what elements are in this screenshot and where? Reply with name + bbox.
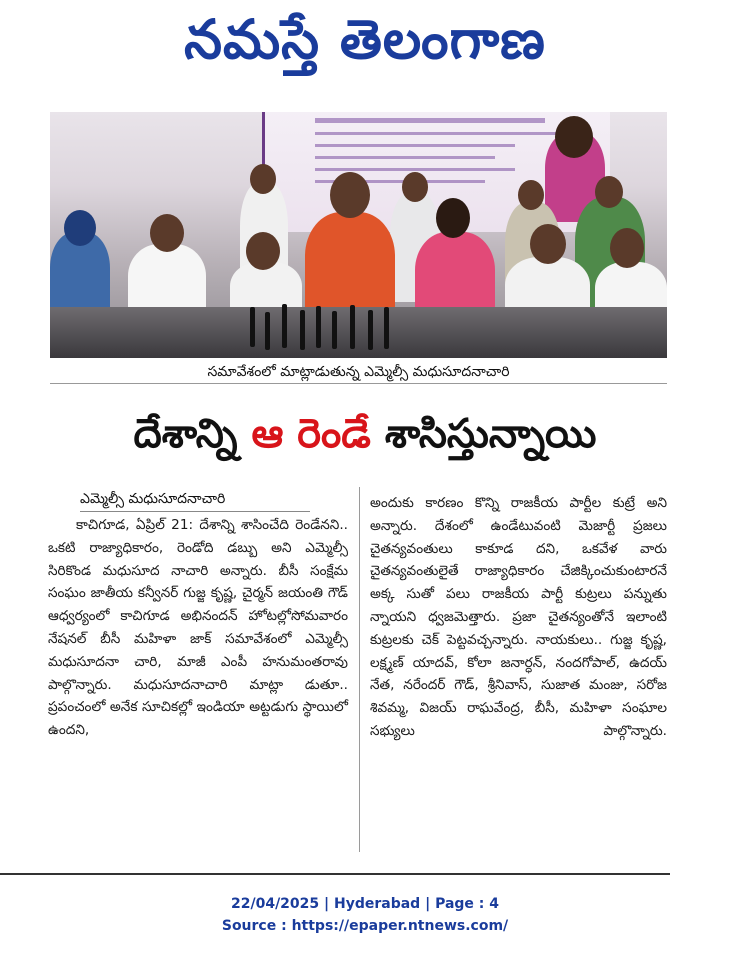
article-headline	[40, 404, 690, 464]
headline-part-2: శాసిస్తున్నాయి	[370, 411, 597, 457]
headline-highlight: ఆ రెండే	[251, 411, 371, 457]
article-right-text: అందుకు కారణం కొన్ని రాజకీయ పార్టీల కుట్రే అని అన్నారు. దేశంలో ఉండేటువంటి మెజార్టీ ప్రజలు చైతన్యవంతులు కాకూడ దని, ఒకవేళ వారు చైతన్యవంతులైతే రాజ్యాధికారం చేజిక్కించుకుంటారనే అక్క సుతో పలు రాజకీయ పార్టీ కుట్రలు పన్నుతు న్నాయని ధ్వజమెత్తారు. ప్రజా చైతన్యంతోనే ఇలాంటి కుట్రలకు చెక్ పెట్టవచ్చన్నారు. నాయకులు.. గుజ్జ కృష్ణ, లక్ష్మణ్ యాదవ్, కోలా జనార్ధన్, నందగోపాల్, ఉదయ్ నేత, నరేందర్ గౌడ్, శ్రీనివాస్, సుజాత మంజు, సరోజ శివమ్మ, విజయ్ రాఘవేంద్ర, బీసీ, మహిళా సంఘాల సభ్యులు పాల్గొన్నారు.	[370, 495, 667, 739]
footer-source	[0, 915, 730, 937]
caption-rule	[50, 383, 667, 384]
page-footer	[0, 893, 730, 937]
news-photo	[50, 112, 667, 358]
article-column-right	[370, 492, 667, 743]
source-label: Source :	[221, 918, 292, 934]
article-byline: ఎమ్మెల్సీ మధుసూదనాచారి	[80, 487, 310, 512]
photo-caption: సమావేశంలో మాట్లాడుతున్న ఎమ్మెల్సీ మధుసూదనాచారి	[207, 364, 510, 380]
headline-part-1: దేశాన్ని	[133, 411, 252, 457]
source-link[interactable]: https://epaper.ntnews.com/	[291, 918, 509, 934]
press-table	[50, 307, 667, 358]
footer-rule	[0, 873, 670, 875]
article-left-text: కాచిగూడ, ఏప్రిల్ 21: దేశాన్ని శాసించేది రెండేనని.. ఒకటి రాజ్యాధికారం, రెండోది డబ్బు అని ఎమ్మెల్సీ సిరికొండ మధుసూద నాచారి అన్నారు. బీసీ సంక్షేమ సంఘం జాతీయ కన్వీనర్ గుజ్జ కృష్ణ, చైర్మన్ జయంతి గౌడ్ ఆధ్వర్యంలో కాచిగూడ అభినందన్ హోటల్లోసోమవారం నేషనల్ బీసీ మహిళా జాక్ సమావేశంలో ఎమ్మెల్సీ మధుసూదనా చారి, మాజీ ఎంపీ హనుమంతరావు పాల్గొన్నారు. మధుసూదనాచారి మాట్లా డుతూ.. ప్రపంచంలో అనేక సూచికల్లో ఇండియా అట్టడుగు స్థాయిలో ఉందని,	[48, 517, 348, 739]
newspaper-masthead: నమస్తే తెలంగాణ	[184, 8, 546, 71]
article-column-left	[48, 514, 348, 742]
footer-dateline: 22/04/2025 | Hyderabad | Page : 4	[230, 896, 500, 912]
column-divider	[359, 487, 360, 852]
